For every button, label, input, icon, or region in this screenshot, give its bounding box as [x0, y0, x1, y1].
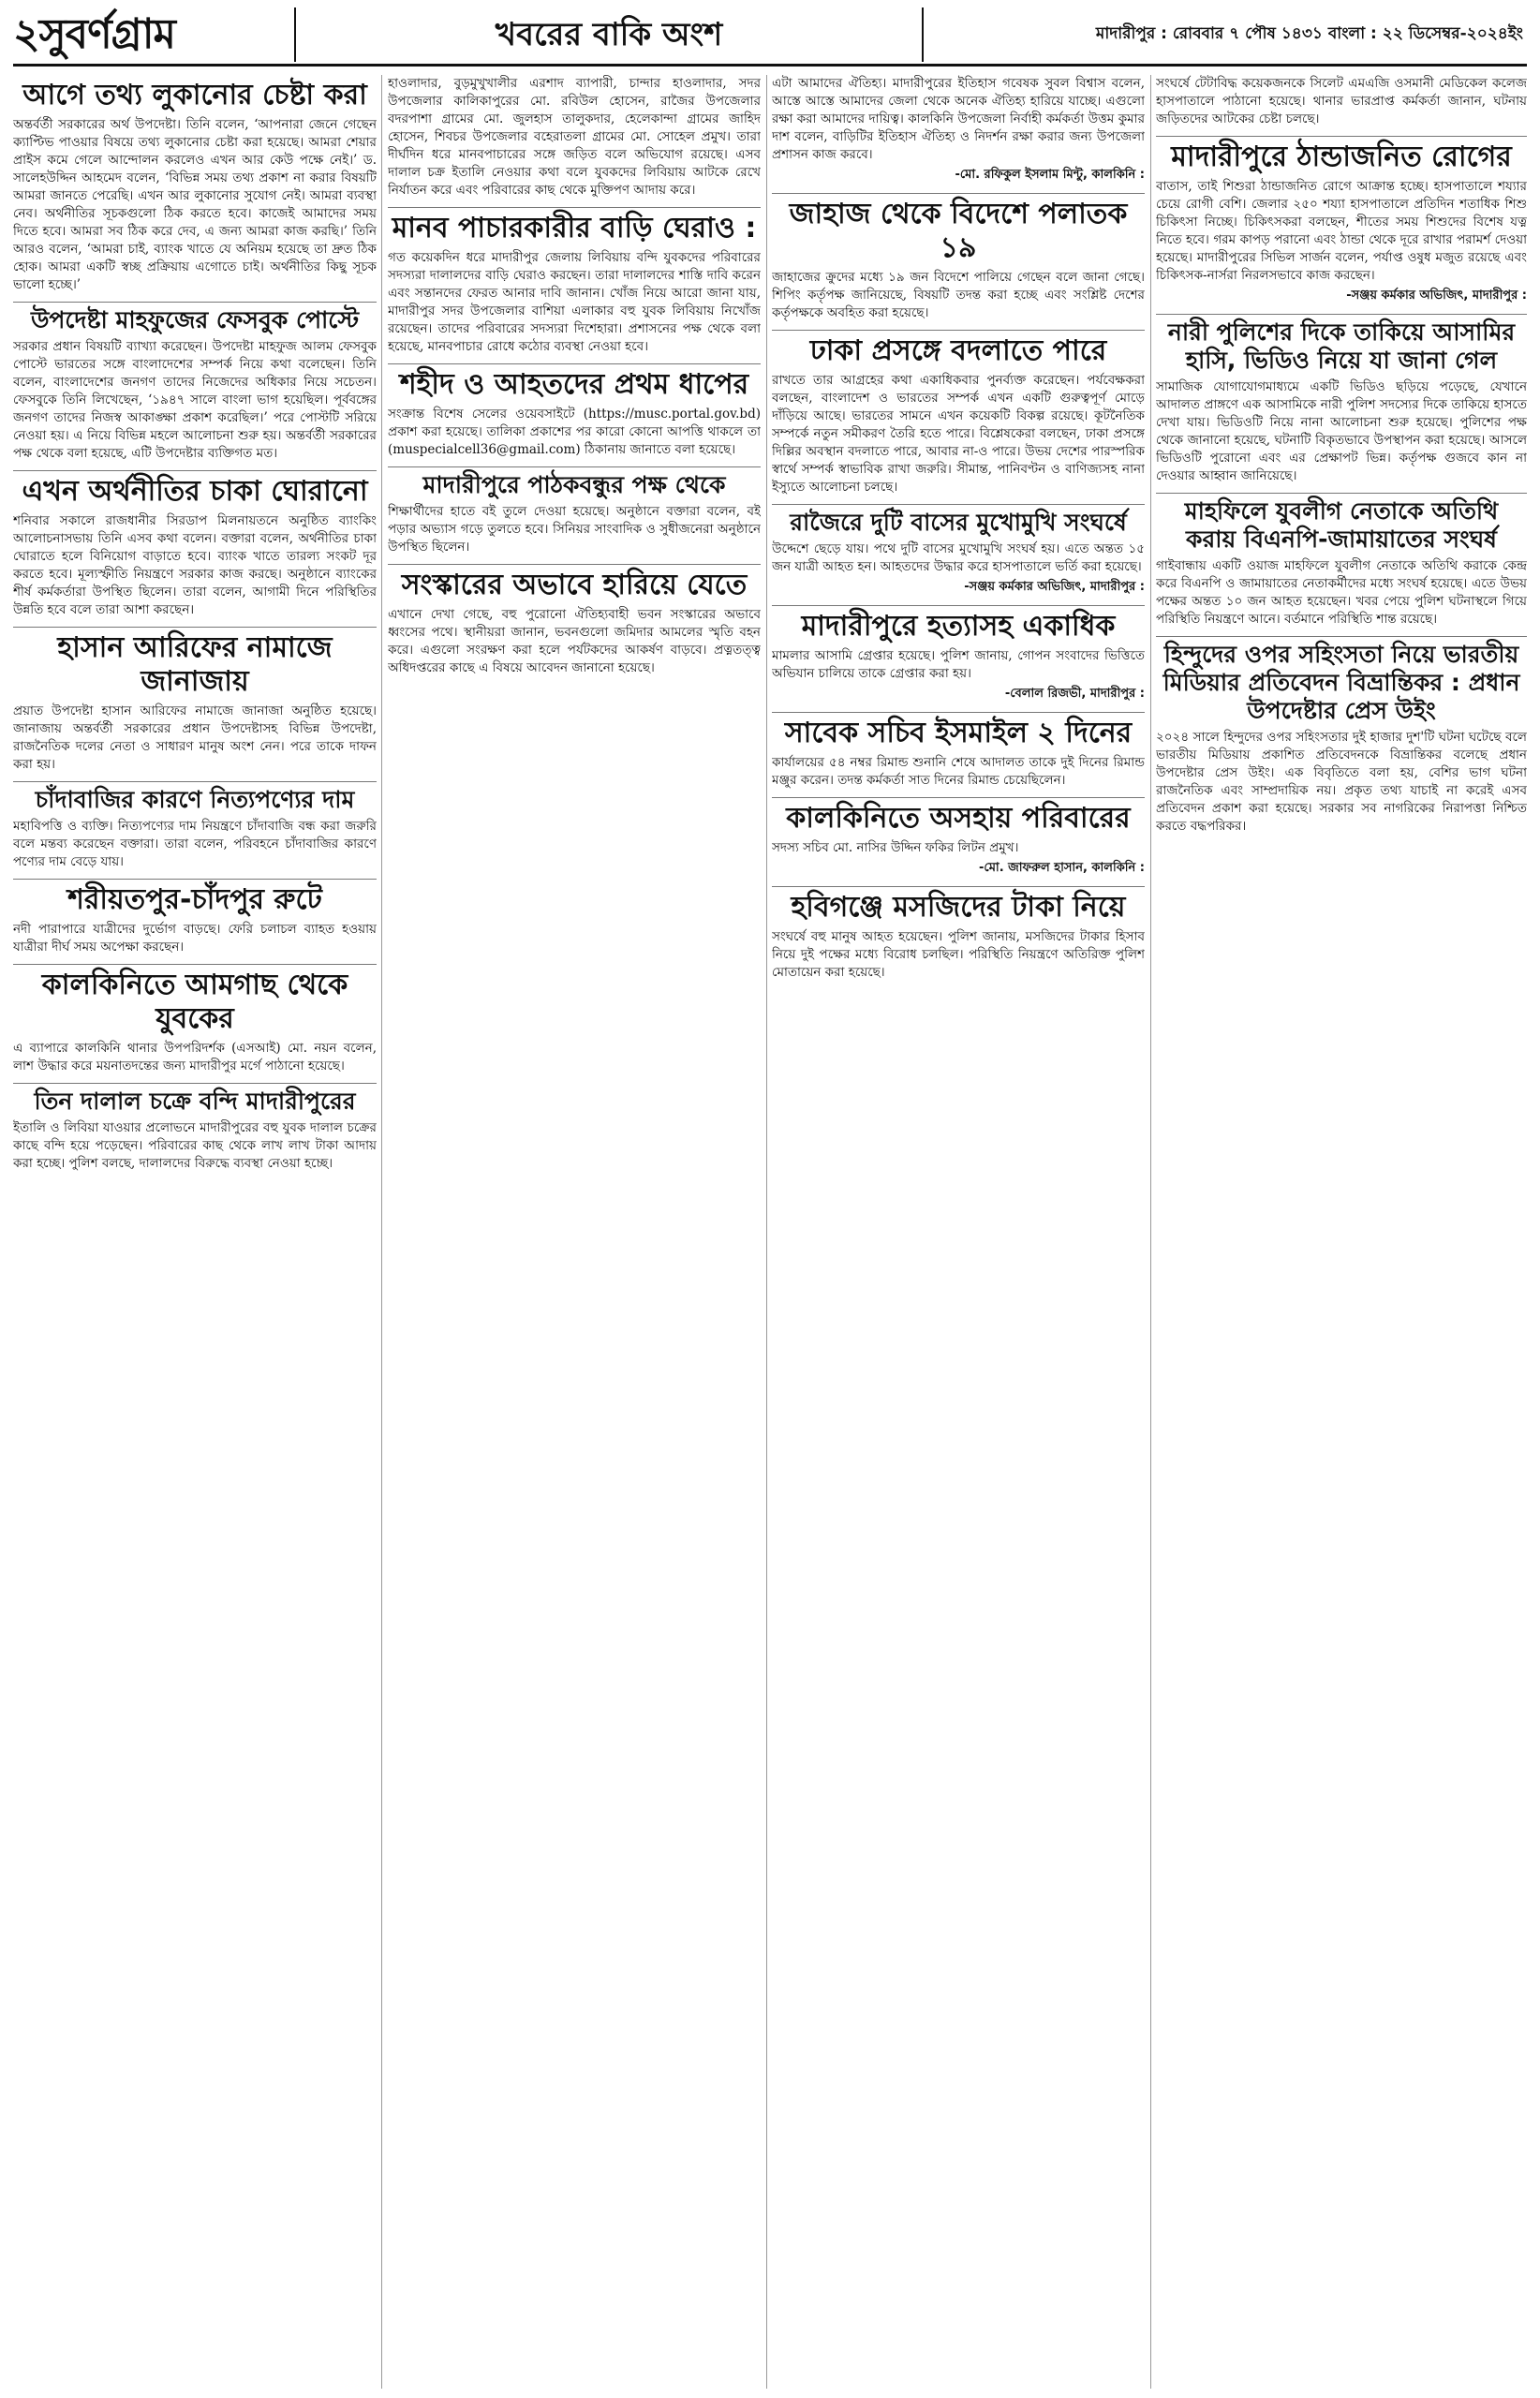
news-story [772, 504, 1145, 598]
column-1 [13, 75, 377, 2389]
story-headline: আগে তথ্য লুকানোর চেষ্টা করা [22, 79, 367, 111]
story-headline: শহীদ ও আহতদের প্রথম ধাপের [388, 363, 761, 402]
story-headline: কালকিনিতে অসহায় পরিবারের [772, 797, 1145, 836]
story-body: সংঘর্ষে টেটাবিদ্ধ কয়েকজনকে সিলেট এমএজি ওসমানী মেডিকেল কলেজ হাসপাতালে পাঠানো হয়েছে। থানার ভারপ্রাপ্ত কর্মকর্তা জানান, ঘটনায় জড়িতদের আটকের চেষ্টা চলছে। [1156, 76, 1527, 126]
news-story [13, 964, 377, 1075]
news-story [772, 886, 1145, 982]
story-headline: ঢাকা প্রসঙ্গে বদলাতে পারে [772, 330, 1145, 368]
story-body: মহাবিপত্তি ও ব্যক্তি। নিত্যপণ্যের দাম নিয়ন্ত্রণে চাঁদাবাজি বন্ধ করা জরুরি বলে মন্তব্য করেছেন বক্তারা। তারা বলেন, পরিবহনে চাঁদাবাজির কারণে পণ্যের দাম বেড়ে যায়। [13, 819, 377, 869]
story-body: জাহাজের ক্রুদের মধ্যে ১৯ জন বিদেশে পালিয়ে গেছেন বলে জানা গেছে। শিপিং কর্তৃপক্ষ জানিয়েছে, বিষয়টি তদন্ত করা হচ্ছে এবং সংশ্লিষ্ট দেশের কর্তৃপক্ষকে অবহিত করা হয়েছে। [772, 270, 1145, 320]
story-body: উদ্দেশে ছেড়ে যায়। পথে দুটি বাসের মুখোমুখি সংঘর্ষ হয়। এতে অন্তত ১৫ জন যাত্রী আহত হন। আহতদের উদ্ধার করে হাসপাতালে ভর্তি করা হয়েছে। [772, 541, 1145, 574]
story-headline: নারী পুলিশের দিকে তাকিয়ে আসামির হাসি, ভিডিও নিয়ে যা জানা গেল [1156, 314, 1527, 375]
news-story [772, 605, 1145, 704]
story-body: হাওলাদার, বুড়মুখুখালীর এরশাদ ব্যাপারী, চান্দার হাওলাদার, সদর উপজেলার কালিকাপুরের মো. রবিউল হোসেন, রাজৈর উপজেলার বদরপাশা গ্রামের মো. জুলহাস তালুকদার, হেলেকান্দা গ্রামের জাহিদ হোসেন, শিবচর উপজেলার বহেরাতলা গ্রামের মো. সোহেল প্রমুখ। তারা দীর্ঘদিন ধরে মানবপাচারের সঙ্গে জড়িত বলে অভিযোগ রয়েছে। এসব দালাল চক্র ইতালি নেওয়ার কথা বলে যুবকদের লিবিয়ায় আটকে রেখে নির্যাতন করে এবং পরিবারের কাছ থেকে মুক্তিপণ আদায় করে। [388, 76, 761, 198]
story-byline: -মো. রফিকুল ইসলাম মিন্টু, কালকিনি : [955, 168, 1145, 182]
news-story [1156, 636, 1527, 836]
story-headline: মাদারীপুরে হত্যাসহ একাধিক [772, 605, 1145, 644]
news-story [1156, 493, 1527, 629]
newspaper-logo: ২সুবর্ণগ্রাম [13, 10, 175, 58]
news-story [13, 470, 377, 619]
story-headline: জাহাজ থেকে বিদেশে পলাতক ১৯ [772, 193, 1145, 265]
news-story [1156, 314, 1527, 485]
news-story [772, 193, 1145, 322]
column-2 [388, 75, 761, 2389]
news-story [13, 879, 377, 956]
news-story [13, 627, 377, 774]
column-4 [1156, 75, 1527, 2389]
story-body: কার্যালয়ের ৫৪ নম্বর রিমান্ড শুনানি শেষে আদালত তাকে দুই দিনের রিমান্ড মঞ্জুর করেন। তদন্ত কর্মকর্তা সাত দিনের রিমান্ড চেয়েছিলেন। [772, 755, 1145, 788]
story-body: শিক্ষার্থীদের হাতে বই তুলে দেওয়া হয়েছে। অনুষ্ঠানে বক্তারা বলেন, বই পড়ার অভ্যাস গড়ে তুলতে হবে। সিনিয়র সাংবাদিক ও সুধীজনেরা অনুষ্ঠানে উপস্থিত ছিলেন। [388, 504, 761, 555]
story-headline: সংস্কারের অভাবে হারিয়ে যেতে [388, 564, 761, 602]
news-story [13, 302, 377, 463]
story-headline: কালকিনিতে আমগাছ থেকে যুবকের [13, 964, 377, 1036]
story-byline: -সঞ্জয় কর্মকার অভিজিৎ, মাদারীপুর : [1346, 289, 1527, 303]
story-headline: উপদেষ্টা মাহফুজের ফেসবুক পোস্টে [13, 302, 377, 334]
story-headline: মানব পাচারকারীর বাড়ি ঘেরাও : [388, 207, 761, 245]
story-body: প্রয়াত উপদেষ্টা হাসান আরিফের নামাজে জানাজা অনুষ্ঠিত হয়েছে। জানাজায় অন্তর্বর্তী সরকারের প্রধান উপদেষ্টাসহ বিভিন্ন উপদেষ্টা, রাজনৈতিক দলের নেতা ও সাধারণ মানুষ অংশ নেন। পরে তাকে দাফন করা হয়। [13, 703, 377, 772]
news-story [772, 797, 1145, 879]
story-body: রাখতে তার আগ্রহের কথা একাধিকবার পুনর্ব্যক্ত করেছেন। পর্যবেক্ষকরা বলছেন, বাংলাদেশ ও ভারতের সম্পর্ক এখন একটি গুরুত্বপূর্ণ মোড়ে দাঁড়িয়ে আছে। ভারতের সামনে এখন কয়েকটি বিকল্প রয়েছে। কূটনৈতিক সম্পর্কে নতুন সমীকরণ তৈরি হতে পারে। বিশ্লেষকেরা বলছেন, ঢাকা প্রসঙ্গে দিল্লির অবস্থান বদলাতে পারে, আবার না-ও পারে। উভয় দেশের পারস্পরিক স্বার্থে সম্পর্ক স্বাভাবিক রাখা জরুরি। সীমান্ত, পানিবণ্টন ও বাণিজ্যসহ নানা ইস্যুতে আলোচনা চলছে। [772, 373, 1145, 495]
story-headline: মাদারীপুরে ঠান্ডাজনিত রোগের [1156, 136, 1527, 174]
story-byline: -সঞ্জয় কর্মকার অভিজিৎ, মাদারীপুর : [964, 580, 1145, 594]
story-body: সামাজিক যোগাযোগমাধ্যমে একটি ভিডিও ছড়িয়ে পড়েছে, যেখানে আদালত প্রাঙ্গণে এক আসামিকে নারী পুলিশ সদস্যের দিকে তাকিয়ে হাসতে দেখা যায়। ভিডিওটি নিয়ে নানা আলোচনা শুরু হয়েছে। পুলিশের পক্ষ থেকে জানানো হয়েছে, ঘটনাটি বিকৃতভাবে উপস্থাপন করা হয়েছে। আসলে ভিডিওটি পুরোনো এবং এর প্রেক্ষাপট ভিন্ন। কর্তৃপক্ষ গুজবে কান না দেওয়ার আহ্বান জানিয়েছে। [1156, 379, 1527, 483]
story-body: নদী পারাপারে যাত্রীদের দুর্ভোগ বাড়ছে। ফেরি চলাচল ব্যাহত হওয়ায় যাত্রীরা দীর্ঘ সময় অপেক্ষা করছেন। [13, 922, 377, 955]
story-body: এ ব্যাপারে কালকিনি থানার উপপরিদর্শক (এসআই) মো. নয়ন বলেন, লাশ উদ্ধার করে ময়নাতদন্তের জন্য মাদারীপুর মর্গে পাঠানো হয়েছে। [13, 1041, 377, 1073]
story-headline: এখন অর্থনীতির চাকা ঘোরানো [13, 470, 377, 509]
section-title: খবরের বাকি অংশ [294, 7, 924, 62]
news-story [1156, 75, 1527, 128]
story-headline: শরীয়তপুর-চাঁদপুর রুটে [13, 879, 377, 917]
news-story [388, 75, 761, 200]
story-body: সদস্য সচিব মো. নাসির উদ্দিন ফকির লিটন প্রমুখ। [772, 840, 1019, 855]
story-headline: মাদারীপুরে পাঠকবন্ধুর পক্ষ থেকে [388, 466, 761, 499]
story-headline: মাহফিলে যুবলীগ নেতাকে অতিথি করায় বিএনপি-জামায়াতের সংঘর্ষ [1156, 493, 1527, 554]
story-body: সরকার প্রধান বিষয়টি ব্যাখ্যা করেছেন। উপদেষ্টা মাহফুজ আলম ফেসবুক পোস্টে ভারতের সঙ্গে বাংলাদেশের সম্পর্ক নিয়ে কথা বলেছেন। তিনি বলেন, বাংলাদেশের জনগণ তাদের নিজেদের অধিকার নিয়ে সচেতন। ফেসবুকে তিনি লিখেছেন, ‘১৯৪৭ সালে বাংলা ভাগ হয়েছিল। পূর্ববঙ্গের জনগণ তাদের নিজস্ব আকাঙ্ক্ষা প্রকাশ করেছিল।’ পরে পোস্টটি সরিয়ে নেওয়া হয়। এ নিয়ে বিভিন্ন মহলে আলোচনা শুরু হয়। অন্তর্বর্তী সরকারের পক্ষ থেকে বলা হয়েছে, এটি উপদেষ্টার ব্যক্তিগত মত। [13, 339, 377, 461]
story-headline: চাঁদাবাজির কারণে নিত্যপণ্যের দাম [13, 781, 377, 814]
story-headline: হবিগঞ্জে মসজিদের টাকা নিয়ে [772, 886, 1145, 925]
news-story [13, 79, 377, 294]
column-3 [772, 75, 1145, 2389]
dateline: মাদারীপুর : রোববার ৭ পৌষ ১৪৩১ বাংলা : ২২ ডিসেম্বর-২০২৪ইং [1095, 24, 1523, 43]
news-story [388, 207, 761, 356]
news-story [13, 1083, 377, 1173]
story-body: সংঘর্ষে বহু মানুষ আহত হয়েছেন। পুলিশ জানায়, মসজিদের টাকার হিসাব নিয়ে দুই পক্ষের মধ্যে বিরোধ চলছিল। পরিস্থিতি নিয়ন্ত্রণে অতিরিক্ত পুলিশ মোতায়েন করা হয়েছে। [772, 929, 1145, 980]
news-story [1156, 136, 1527, 306]
story-byline: -বেলাল রিজভী, মাদারীপুর : [1004, 687, 1145, 701]
story-headline: সাবেক সচিব ইসমাইল ২ দিনের [772, 712, 1145, 750]
story-body: এখানে দেখা গেছে, বহু পুরোনো ঐতিহ্যবাহী ভবন সংস্কারের অভাবে ধ্বংসের পথে। স্থানীয়রা জানান, ভবনগুলো জমিদার আমলের স্মৃতি বহন করে। এগুলো সংরক্ষণ করা হলে পর্যটকদের আকর্ষণ বাড়বে। প্রত্নতত্ত্ব অধিদপ্তরের কাছে এ বিষয়ে আবেদন জানানো হয়েছে। [388, 607, 761, 675]
story-body: গত কয়েকদিন ধরে মাদারীপুর জেলায় লিবিয়ায় বন্দি যুবকদের পরিবারের সদস্যরা দালালদের বাড়ি ঘেরাও করছেন। তারা দালালদের শাস্তি দাবি করেন এবং সন্তানদের ফেরত আনার দাবি জানান। খোঁজ নিয়ে আরো জানা যায়, মাদারীপুর সদর উপজেলার বাশিয়া এলাকার বহু যুবক লিবিয়ায় নিখোঁজ রয়েছেন। তাদের পরিবারের সদস্যরা দিশেহারা। প্রশাসনের পক্ষ থেকে বলা হয়েছে, মানবপাচার রোধে কঠোর ব্যবস্থা নেওয়া হবে। [388, 250, 761, 354]
news-story [772, 330, 1145, 496]
story-headline: রাজৈরে দুটি বাসের মুখোমুখি সংঘর্ষে [772, 504, 1145, 537]
story-body: মামলার আসামি গ্রেপ্তার হয়েছে। পুলিশ জানায়, গোপন সংবাদের ভিত্তিতে অভিযান চালিয়ে তাকে গ্রেপ্তার করা হয়। [772, 648, 1145, 681]
story-headline: তিন দালাল চক্রে বন্দি মাদারীপুরের [13, 1083, 377, 1116]
news-story [388, 564, 761, 677]
story-headline: হিন্দুদের ওপর সহিংসতা নিয়ে ভারতীয় মিডিয়ার প্রতিবেদন বিভ্রান্তিকর : প্রধান উপদেষ্টার প্রেস উইং [1156, 636, 1527, 725]
story-body: অন্তর্বর্তী সরকারের অর্থ উপদেষ্টা। তিনি বলেন, ‘আপনারা জেনে গেছেন ক্যাপ্টিভ পাওয়ার বিষয়ে তথ্য লুকানোর চেষ্টা করা হয়েছে। আমরা শেয়ার প্রাইস কমে গেলে আন্দোলন করলেও এখন আর কেউ পক্ষে নেই।’ ড. সালেহউদ্দিন আহমেদ বলেন, ‘বিভিন্ন সময় তথ্য প্রকাশ না করার বিষয়টি আমরা জানতে পেরেছি। এখন আর লুকানোর সুযোগ নেই। আমরা ব্যবস্থা নেব। অর্থনীতির সূচকগুলো ঠিক করতে হবে। কাজেই আমাদের সময় দিতে হবে। আমরা সব ঠিক করে দেব, এ জন্য আমরা কাজ করছি।’ তিনি আরও বলেন, ‘আমরা চাই, ব্যাংক খাতে যে অনিয়ম হয়েছে তা দ্রুত ঠিক হোক। আমরা একটি স্বচ্ছ প্রক্রিয়ায় এগোতে চাই। অর্থনীতির কিছু সূচক ভালো হচ্ছে।’ [13, 117, 377, 292]
story-body: ২০২৪ সালে হিন্দুদের ওপর সহিংসতার দুই হাজার দুশ'টি ঘটনা ঘটেছে বলে ভারতীয় মিডিয়ায় প্রকাশিত প্রতিবেদনকে বিভ্রান্তিকর বলেছে প্রধান উপদেষ্টার প্রেস উইং। এক বিবৃতিতে বলা হয়, বেশির ভাগ ঘটনা রাজনৈতিক এবং সাম্প্রদায়িক নয়। প্রকৃত তথ্য যাচাই না করেই এসব প্রতিবেদন প্রকাশ করা হয়েছে। সরকার সব নাগরিকের নিরাপত্তা নিশ্চিত করতে বদ্ধপরিকর। [1156, 730, 1527, 834]
column-divider [766, 75, 767, 2389]
story-body: বাতাস, তাই শিশুরা ঠান্ডাজনিত রোগে আক্রান্ত হচ্ছে। হাসপাতালে শয্যার চেয়ে রোগী বেশি। জেলার ২৫০ শয্যা হাসপাতালে প্রতিদিন শতাধিক শিশু চিকিৎসা নিচ্ছে। চিকিৎসকরা বলছেন, শীতের সময় শিশুদের বিশেষ যত্ন নিতে হবে। গরম কাপড় পরানো এবং ঠান্ডা থেকে দূরে রাখার পরামর্শ দেওয়া হয়েছে। মাদারীপুরের সিভিল সার্জন বলেন, পর্যাপ্ত ওষুধ মজুত রয়েছে এবং চিকিৎসক-নার্সরা নিরলসভাবে কাজ করছেন। [1156, 179, 1527, 283]
story-body: এটা আমাদের ঐতিহ্য। মাদারীপুরের ইতিহাস গবেষক সুবল বিশ্বাস বলেন, আস্তে আস্তে আমাদের জেলা থেকে অনেক ঐতিহ্য হারিয়ে যাচ্ছে। এগুলো রক্ষা করা আমাদের দায়িত্ব। কালকিনি উপজেলা নির্বাহী কর্মকর্তা উত্তম কুমার দাশ বলেন, বাড়িটির ইতিহাস ঐতিহ্য ও নিদর্শন রক্ষা করার জন্য উপজেলা প্রশাসন কাজ করবে। [772, 76, 1145, 162]
news-story [13, 781, 377, 871]
story-headline: হাসান আরিফের নামাজে জানাজায় [13, 627, 377, 699]
story-body: গাইবান্ধায় একটি ওয়াজ মাহফিলে যুবলীগ নেতাকে অতিথি করাকে কেন্দ্র করে বিএনপি ও জামায়াতের নেতাকর্মীদের মধ্যে সংঘর্ষ হয়েছে। এতে উভয় পক্ষের অন্তত ১০ জন আহত হয়েছেন। খবর পেয়ে পুলিশ ঘটনাস্থলে গিয়ে পরিস্থিতি নিয়ন্ত্রণে আনে। বর্তমানে পরিস্থিতি শান্ত রয়েছে। [1156, 558, 1527, 627]
news-story [388, 466, 761, 556]
column-divider [381, 75, 382, 2389]
story-body: সংক্রান্ত বিশেষ সেলের ওয়েবসাইটে (https://musc.portal.gov.bd) প্রকাশ করা হয়েছে। তালিকা প্রকাশের পর কারো কোনো আপত্তি থাকলে তা (muspecialcell36@gmail.com) ঠিকানায় জানাতে বলা হয়েছে। [388, 407, 761, 457]
masthead [13, 6, 1527, 67]
column-divider [1150, 75, 1151, 2389]
news-story [772, 712, 1145, 790]
story-body: ইতালি ও লিবিয়া যাওয়ার প্রলোভনে মাদারীপুরের বহু যুবক দালাল চক্রের কাছে বন্দি হয়ে পড়েছেন। পরিবারের কাছ থেকে লাখ লাখ টাকা আদায় করা হচ্ছে। পুলিশ বলছে, দালালদের বিরুদ্ধে ব্যবস্থা নেওয়া হচ্ছে। [13, 1120, 377, 1171]
news-story [772, 75, 1145, 185]
story-byline: -মো. জাফরুল হাসান, কালকিনি : [979, 861, 1145, 875]
news-story [388, 363, 761, 459]
story-body: শনিবার সকালে রাজধানীর সিরডাপ মিলনায়তনে অনুষ্ঠিত ব্যাংকিং আলোচনাসভায় তিনি এসব কথা বলেন। বক্তারা বলেন, অর্থনীতির চাকা ঘোরাতে হলে বিনিয়োগ বাড়াতে হবে। ব্যাংক খাতে তারল্য সংকট দূর করতে হবে। মূল্যস্ফীতি নিয়ন্ত্রণে সরকার কাজ করছে। অনুষ্ঠানে ব্যাংকের শীর্ষ কর্মকর্তারা উপস্থিত ছিলেন। তারা বলেন, আগামী দিনে পরিস্থিতির উন্নতি হবে বলে তারা আশা করছেন। [13, 513, 377, 617]
